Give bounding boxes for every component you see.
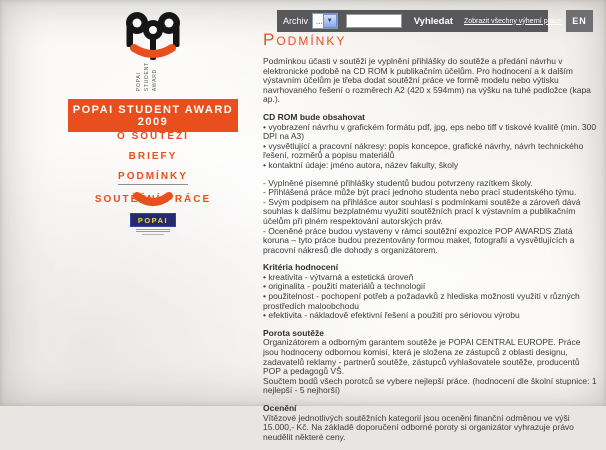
list-item: - Přihlášená práce může být prací jednoho studenta nebo prací studentského týmu. xyxy=(263,187,577,198)
jury-paragraph: Součtem bodů všech porotců se vybere nejlepší práce. (hodnocení dle školní stupnice: 1 nejlepší - 5 nejhorší) xyxy=(263,375,597,396)
section-heading: Kritéria hodnocení xyxy=(263,262,339,273)
list-item: • kontaktní údaje: jméno autora, název fakulty, školy xyxy=(263,159,459,170)
section-rules xyxy=(263,179,597,256)
logo-word: STUDENT xyxy=(144,62,150,92)
sidebar-item-briefy[interactable]: BRIEFY xyxy=(128,151,178,162)
sidebar-item-o-soutezi[interactable]: O SOUTĚŽI xyxy=(117,131,189,142)
list-item: • efektivita - nákladově efektivní řešení a použití pro sériovou výrobu xyxy=(263,310,520,321)
sidebar xyxy=(0,0,250,406)
list-item: - Svým podpisem na přihlášce autor souhlasí s podmínkami soutěže a zároveň dává souhlas k dalšímu bezplatnému využití soutěžních prací k výstavním a publikačním účelům při plném respektování autorských práv. xyxy=(263,196,581,226)
list-item: • originalita - použití materiálů a technologií xyxy=(263,281,426,292)
section-cdrom xyxy=(263,113,597,171)
sidebar-item-podminky[interactable]: PODMÍNKY xyxy=(118,171,188,185)
list-item: - Vyplněné písemné přihlášky studentů budou potvrzeny razítkem školy. xyxy=(263,177,533,188)
section-heading: Porota soutěže xyxy=(263,327,324,338)
pop-logo-icon xyxy=(122,10,184,62)
archive-label: Archiv xyxy=(283,16,309,26)
award-banner: POPAI STUDENT AWARD 2009 xyxy=(68,99,238,132)
search-input[interactable] xyxy=(346,14,402,28)
logo-word: POPAI xyxy=(136,72,142,92)
popai-logo-text: POPAI xyxy=(130,213,176,227)
show-all-winners-link[interactable]: Zobrazit všechny výherní práce xyxy=(463,17,562,25)
list-item: • vysvětlující a pracovní nákresy: popis koncepce, grafické návrhy, návrh technického řešení, rozměrů a popisu materiálů xyxy=(263,140,584,161)
logo-word: AWARD xyxy=(152,68,158,92)
page-title: Podmínky xyxy=(263,30,347,49)
criteria-list xyxy=(263,273,597,321)
smile-icon xyxy=(118,192,188,213)
sidebar-item-soutezni-prace[interactable]: SOUTĚŽNÍ PRÁCE xyxy=(94,194,212,205)
language-switch-en[interactable]: EN xyxy=(566,10,593,32)
main-content xyxy=(263,30,597,450)
rules-list xyxy=(263,179,597,256)
pop-logo-wordmark xyxy=(136,62,158,91)
search-button[interactable]: Vyhledat xyxy=(408,15,459,28)
section-awards xyxy=(263,404,597,442)
list-item: • kreativita - výtvarná a estetická úroveň xyxy=(263,271,414,282)
cdrom-list xyxy=(263,123,597,171)
popai-logo xyxy=(130,213,176,235)
popai-logo-tagline xyxy=(130,229,176,235)
section-heading: Ocenění xyxy=(263,403,297,413)
topbar xyxy=(277,10,587,32)
list-item: • vyobrazení návrhu v grafickém formátu pdf, jpg, eps nebo tiff v tiskové kvalitě (min. 300 DPI na A3) xyxy=(263,121,597,142)
awards-paragraph: Vítězové jednotlivých soutěžních kategorií jsou oceněni finanční odměnou ve výši 15.000,- Kč. Na základě doporučení odborné poroty si organizátor vyhrazuje právo neudělit některé ceny. xyxy=(263,412,574,442)
section-criteria xyxy=(263,263,597,321)
chevron-down-icon: ▼ xyxy=(323,14,337,28)
list-item: - Oceněné práce budou vystaveny v rámci soutěžní expozice POP AWARDS Zlatá koruna – tyto práce budou prezentovány formou maket, fotografií a vysvětlujících a pracovní nákresů dle dohody s organizátorem. xyxy=(263,225,575,255)
archive-select[interactable] xyxy=(312,13,338,29)
pop-logo xyxy=(118,10,188,67)
section-jury xyxy=(263,329,597,396)
archive-select-value: ... xyxy=(316,16,323,26)
intro-text: Podmínkou účasti v soutěži je vyplnění přihlášky do soutěže a předání návrhu v elektronické podobě na CD ROM k publikačním účelům. Pro hodnocení a k dalším výstavním účelům je třeba dodat soutěžní práce ve formě modelu nebo výtisku navrhovaného řešení o rozměrech A2 (420 x 594mm) na výšku na tuhé podložce (kapa ap.). xyxy=(263,56,591,105)
section-heading: CD ROM bude obsahovat xyxy=(263,111,366,122)
jury-paragraph: Organizátorem a odborným garantem soutěže je POPAI CENTRAL EUROPE. Práce jsou hodnoceny odbornou komisí, která je složena ze zástupců z oblasti designu, zadavatelů reklamy - partnerů soutěže, zástupců vyhlašovatele soutěže, producentů POP a pedagogů VŠ. xyxy=(263,337,581,377)
list-item: • použitelnost - pochopení potřeb a požadavků z hlediska možnosti využití v různých prostředích maloobchodu xyxy=(263,291,580,311)
intro-paragraph xyxy=(263,57,597,105)
